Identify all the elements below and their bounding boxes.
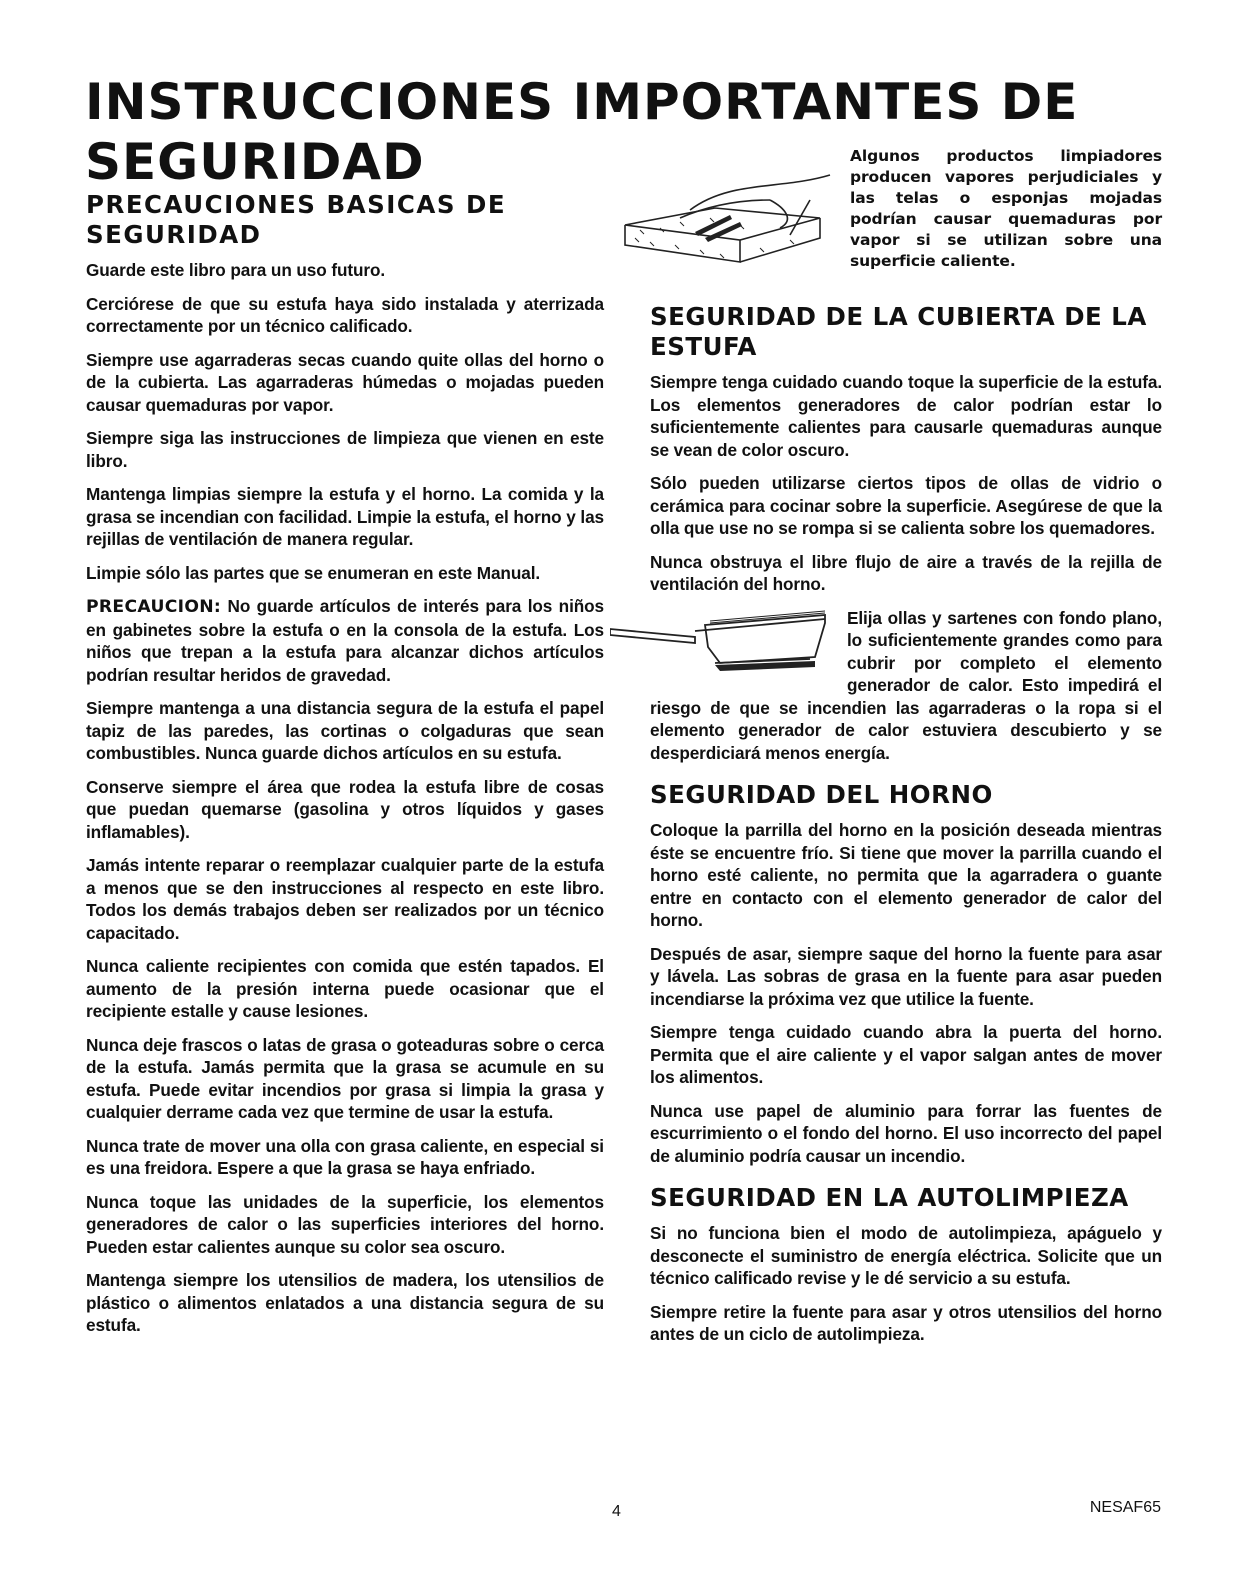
self-clean-safety-heading: SEGURIDAD EN LA AUTOLIMPIEZA (650, 1183, 1129, 1212)
paragraph: Nunca caliente recipientes con comida que estén tapados. El aumento de la presión interna puede ocasionar que el recipiente estalle y cause lesiones. (86, 956, 604, 1021)
page-number: 4 (612, 1503, 621, 1520)
right-column (650, 302, 1162, 1357)
paragraph: Siempre tenga cuidado cuando toque la superficie de la estufa. Los elementos generadores de calor podrían estar lo suficientemente calientes para causarle quemaduras aunque se vean de color oscuro. (650, 372, 1162, 460)
basic-precautions-heading: PRECAUCIONES BASICAS DE SEGURIDAD (86, 190, 507, 249)
paragraph: Siempre use agarraderas secas cuando quite ollas del horno o de la cubierta. Las agarraderas húmedas o mojadas pueden causar quemaduras por vapor. (86, 349, 604, 415)
paragraph: Sólo pueden utilizarse ciertos tipos de ollas de vidrio o cerámica para cocinar sobre la superficie. Asegúrese de que la olla que use no se rompa si se calienta sobre los quemadores. (650, 473, 1162, 538)
document-code: NESAF65 (1089, 1499, 1161, 1516)
paragraph: Conserve siempre el área que rodea la estufa libre de cosas que puedan quemarse (gasolina y otros líquidos y gases inflamables). (86, 776, 604, 842)
paragraph: Nunca deje frascos o latas de grasa o goteaduras sobre o cerca de la estufa. Jamás permita que la grasa se acumule en su estufa. Puede evitar incendios por grasa si limpia la grasa y cualquier derrame cada vez que termine de usar la estufa. (86, 1034, 604, 1122)
left-column (86, 190, 604, 1348)
paragraph: Cerciórese de que su estufa haya sido instalada y aterrizada correctamente por un técnico calificado. (86, 293, 604, 336)
cooktop-safety-heading: SEGURIDAD DE LA CUBIERTA DE LA ESTUFA (650, 302, 1147, 361)
paragraph: Guarde este libro para un uso futuro. (86, 260, 386, 280)
paragraph: Coloque la parrilla del horno en la posición deseada mientras éste se encuentre frío. Si tiene que mover la parrilla cuando el horno esté caliente, no permita que la agarradera o guante entre en contacto con el elemento generador de calor del horno. (650, 820, 1162, 930)
paragraph: Nunca use papel de aluminio para forrar las fuentes de escurrimiento o el fondo del horno. El uso incorrecto del papel de aluminio podría causar un incendio. (650, 1100, 1162, 1166)
paragraph: Siempre tenga cuidado cuando abra la puerta del horno. Permita que el aire caliente y el vapor salgan antes de mover los alimentos. (650, 1022, 1162, 1087)
page-title: INSTRUCCIONES IMPORTANTES DE SEGURIDAD (85, 73, 1079, 191)
sponge-illustration (620, 170, 840, 280)
pan-paragraph-text: Elija ollas y sartenes con fondo plano, lo suficientemente grandes como para cubrir por completo el elemento generador de calor. Esto impedirá el riesgo de que se incendien las agarraderas o la ropa si el elemento generador de calor estuviera descubierto y se desperdiciará menos energía. (650, 607, 1162, 763)
cleaner-warning-note: Algunos productos limpiadores producen vapores perjudiciales y las telas o esponjas mojadas podrían causar quemaduras por vapor si se utilizan sobre una superficie caliente. (850, 147, 1162, 270)
paragraph: Limpie sólo las partes que se enumeran en este Manual. (86, 562, 541, 583)
oven-safety-heading: SEGURIDAD DEL HORNO (650, 780, 993, 809)
paragraph: Jamás intente reparar o reemplazar cualquier parte de la estufa a menos que se den instrucciones al respecto en este libro. Todos los demás trabajos deben ser realizados por un técnico capacitado. (86, 855, 604, 943)
paragraph: Después de asar, siempre saque del horno la fuente para asar y lávela. Las sobras de grasa en la fuente para asar pueden incendiarse la próxima vez que utilice la fuente. (650, 943, 1162, 1009)
paragraph: Mantenga siempre los utensilios de madera, los utensilios de plástico o alimentos enlatados a una distancia segura de su estufa. (86, 1270, 604, 1335)
pan-paragraph (650, 607, 1162, 765)
paragraph: Siempre retire la fuente para asar y otros utensilios del horno antes de un ciclo de autolimpieza. (650, 1301, 1162, 1344)
caution-text: No guarde artículos de interés para los niños en gabinetes sobre la estufa o en la consola de la estufa. Los niños que trepan a la estufa para alcanzar dichos artículos podrían resultar heridos de gravedad. (86, 596, 604, 685)
caution-label: PRECAUCION: (86, 597, 222, 617)
paragraph: Siempre siga las instrucciones de limpieza que vienen en este libro. (86, 428, 604, 471)
paragraph: Mantenga limpias siempre la estufa y el horno. La comida y la grasa se incendian con facilidad. Limpie la estufa, el horno y las rejillas de ventilación de manera regular. (86, 484, 604, 549)
caution-paragraph (86, 595, 604, 686)
paragraph: Siempre mantenga a una distancia segura de la estufa el papel tapiz de las paredes, las cortinas o colgaduras que sean combustibles. Nunca guarde dichos artículos en su estufa. (86, 698, 604, 763)
flat-pan-illustration (610, 607, 835, 677)
paragraph: Nunca trate de mover una olla con grasa caliente, en especial si es una freidora. Espere a que la grasa se haya enfriado. (86, 1135, 604, 1178)
paragraph: Nunca obstruya el libre flujo de aire a través de la rejilla de ventilación del horno. (650, 551, 1162, 594)
paragraph: Si no funciona bien el modo de autolimpieza, apáguelo y desconecte el suministro de energía eléctrica. Solicite que un técnico calificado revise y le dé servicio a su estufa. (650, 1223, 1162, 1288)
paragraph: Nunca toque las unidades de la superficie, los elementos generadores de calor o las superficies interiores del horno. Pueden estar calientes aunque su color sea oscuro. (86, 1191, 604, 1257)
